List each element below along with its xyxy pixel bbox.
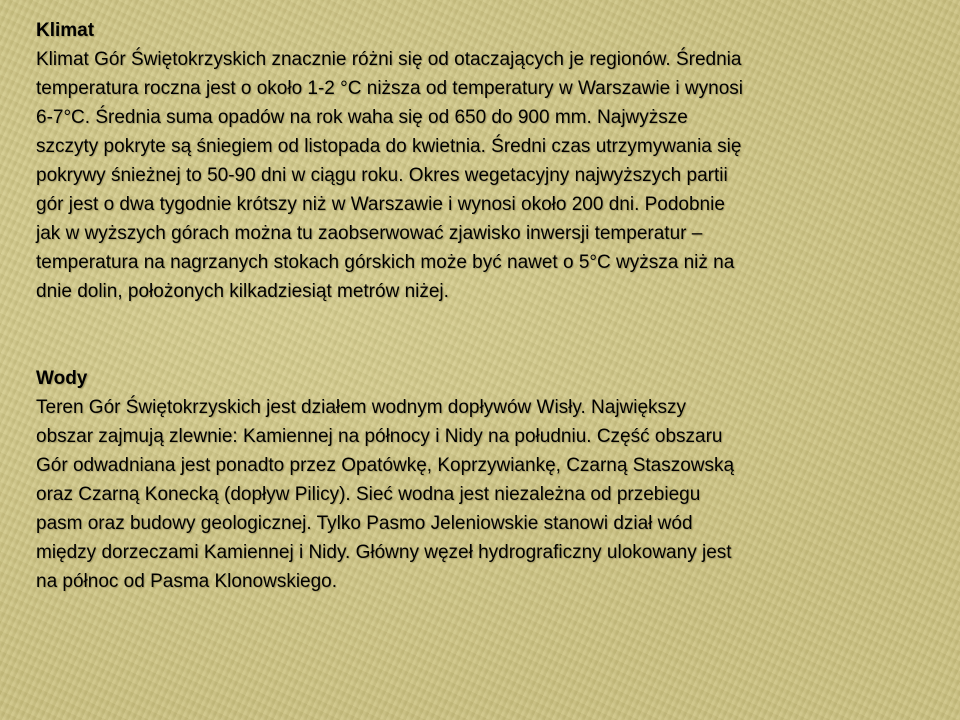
paragraph-line: temperatura roczna jest o około 1-2 °C niższa od temperatury w Warszawie i wynosi <box>36 78 744 99</box>
paragraph-line: temperatura na nagrzanych stokach górskich może być nawet o 5°C wyższa niż na <box>36 252 735 273</box>
paragraph-line: 6-7°C. Średnia suma opadów na rok waha się od 650 do 900 mm. Najwyższe <box>36 107 688 128</box>
paragraph-line: gór jest o dwa tygodnie krótszy niż w Warszawie i wynosi około 200 dni. Podobnie <box>36 194 725 215</box>
paragraph-line: oraz Czarną Konecką (dopływ Pilicy). Sieć wodna jest niezależna od przebiegu <box>36 484 701 505</box>
paragraph-line: jak w wyższych górach można tu zaobserwować zjawisko inwersji temperatur – <box>36 223 703 244</box>
paragraph-line: na północ od Pasma Klonowskiego. <box>36 571 338 592</box>
paragraph-line: dnie dolin, położonych kilkadziesiąt metrów niżej. <box>36 281 449 302</box>
section-heading: Wody <box>36 368 88 389</box>
paragraph-line: Gór odwadniana jest ponadto przez Opatówkę, Koprzywiankę, Czarną Staszowską <box>36 455 735 476</box>
paragraph-line: Teren Gór Świętokrzyskich jest działem wodnym dopływów Wisły. Największy <box>36 397 687 418</box>
paragraph-line: obszar zajmują zlewnie: Kamiennej na północy i Nidy na południu. Część obszaru <box>36 426 723 447</box>
paragraph-line: między dorzeczami Kamiennej i Nidy. Główny węzeł hydrograficzny ulokowany jest <box>36 542 732 563</box>
section-klimat <box>36 16 928 306</box>
paragraph-line: pasm oraz budowy geologicznej. Tylko Pasmo Jeleniowskie stanowi dział wód <box>36 513 693 534</box>
paragraph-line: Klimat Gór Świętokrzyskich znacznie różni się od otaczających je regionów. Średnia <box>36 49 742 70</box>
paragraph-line: szczyty pokryte są śniegiem od listopada do kwietnia. Średni czas utrzymywania się <box>36 136 742 157</box>
section-heading: Klimat <box>36 20 95 41</box>
paragraph-line: pokrywy śnieżnej to 50-90 dni w ciągu roku. Okres wegetacyjny najwyższych partii <box>36 165 728 186</box>
section-wody <box>36 364 928 596</box>
